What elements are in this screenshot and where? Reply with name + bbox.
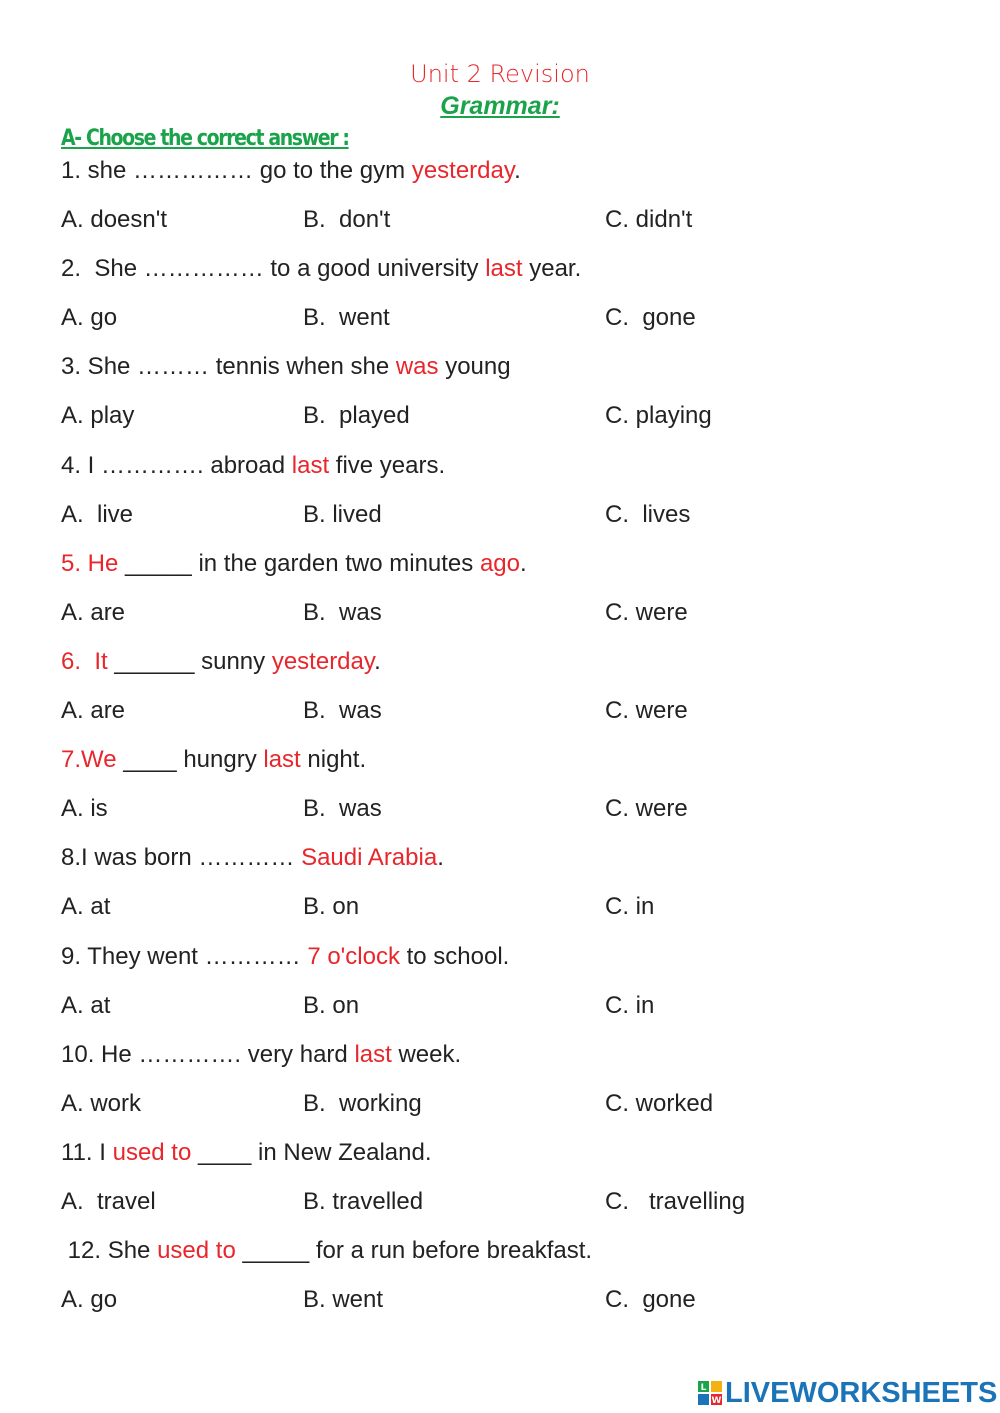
question-text: 2. She …………… to a good university: [61, 255, 486, 283]
question-text: 3. She ……… tennis when she: [61, 353, 396, 381]
answer-option-b[interactable]: B. on: [303, 893, 360, 921]
answer-option-a[interactable]: A. at: [61, 893, 111, 921]
answer-option-a[interactable]: A. play: [61, 402, 135, 430]
answer-option-b[interactable]: B. went: [303, 1286, 384, 1314]
question-keyword: Saudi Arabia: [301, 844, 438, 872]
liveworksheets-badge-icon: [697, 1380, 723, 1406]
answer-option-a[interactable]: A. doesn't: [61, 206, 167, 233]
instruction: A- Choose the correct answer :: [61, 126, 349, 151]
question-text: five years.: [329, 451, 446, 479]
question-text: .: [514, 157, 521, 184]
question-keyword: last: [291, 451, 330, 479]
answer-option-b[interactable]: B. went: [303, 304, 390, 332]
question-keyword: used to: [157, 1237, 236, 1265]
question-1: [61, 156, 521, 186]
answer-option-a[interactable]: A. are: [61, 697, 126, 724]
section-title: Grammar:: [440, 92, 560, 120]
question-keyword: 6. It: [61, 648, 108, 675]
question-keyword: last: [354, 1040, 392, 1068]
question-text: 8.I was born …………: [61, 844, 302, 872]
question-text: night.: [300, 746, 367, 774]
question-text: .: [374, 648, 381, 675]
answer-option-b[interactable]: B. was: [303, 598, 382, 626]
answer-option-a[interactable]: A. live: [61, 500, 134, 528]
question-4: [61, 451, 445, 481]
logo-badge-letter: L: [700, 1383, 707, 1393]
question-keyword: yesterday: [411, 157, 515, 184]
question-text: ______ sunny: [107, 648, 272, 675]
question-text: 10. He …………. very hard: [61, 1040, 355, 1068]
question-text: young: [438, 353, 511, 381]
answer-option-b[interactable]: B. was: [303, 795, 382, 823]
question-text: _____ in the garden two minutes: [118, 549, 480, 577]
question-text: .: [437, 844, 444, 872]
question-keyword: was: [395, 353, 439, 381]
question-6: [61, 647, 381, 677]
question-keyword: last: [263, 746, 301, 774]
question-text: _____ for a run before breakfast.: [235, 1237, 593, 1265]
question-keyword: used to: [112, 1139, 192, 1166]
answer-option-c[interactable]: C. playing: [605, 402, 712, 430]
question-5: [61, 549, 527, 579]
question-text: .: [520, 549, 527, 577]
answer-option-c[interactable]: C. gone: [605, 304, 696, 332]
answer-option-b[interactable]: B. lived: [303, 500, 382, 528]
question-text: week.: [391, 1040, 462, 1068]
answer-option-c[interactable]: C. travelling: [605, 1188, 746, 1215]
answer-option-a[interactable]: A. at: [61, 991, 111, 1019]
question-text: year.: [522, 255, 582, 283]
answer-option-a[interactable]: A. work: [61, 1089, 142, 1117]
answer-option-c[interactable]: C. didn't: [605, 206, 693, 233]
question-8: [61, 843, 444, 873]
answer-option-b[interactable]: B. played: [303, 402, 410, 430]
answer-option-a[interactable]: A. travel: [61, 1188, 156, 1215]
question-text: 12. She: [61, 1237, 158, 1265]
answer-option-b[interactable]: B. don't: [303, 206, 391, 233]
liveworksheets-logo: [697, 1375, 997, 1411]
answer-option-c[interactable]: C. were: [605, 598, 688, 626]
answer-option-c[interactable]: C. were: [605, 795, 688, 823]
answer-option-c[interactable]: C. in: [605, 991, 655, 1019]
question-10: [61, 1040, 461, 1070]
answer-option-c[interactable]: C. gone: [605, 1286, 696, 1314]
question-7: [61, 745, 366, 775]
question-2: [61, 254, 581, 284]
question-text: ____ in New Zealand.: [191, 1139, 432, 1166]
logo-text: LIVEWORKSHEETS: [725, 1376, 998, 1409]
answer-option-c[interactable]: C. were: [605, 697, 688, 724]
answer-option-c[interactable]: C. in: [605, 893, 655, 921]
question-12: [61, 1236, 592, 1266]
question-keyword: last: [485, 255, 523, 283]
question-3: [61, 352, 511, 382]
question-text: ____ hungry: [116, 746, 264, 774]
question-keyword: 7.We: [61, 746, 117, 774]
question-text: 1. she …………… go to the gym: [61, 157, 412, 184]
question-keyword: yesterday: [271, 648, 375, 675]
question-text: 11. I: [61, 1139, 113, 1166]
answer-option-b[interactable]: B. on: [303, 991, 360, 1019]
answer-option-b[interactable]: B. travelled: [303, 1188, 424, 1215]
answer-option-c[interactable]: C. worked: [605, 1089, 714, 1117]
question-text: 9. They went …………: [61, 942, 308, 970]
question-keyword: 7 o'clock: [307, 942, 400, 970]
answer-option-a[interactable]: A. are: [61, 598, 126, 626]
answer-option-a[interactable]: A. go: [61, 304, 118, 332]
answer-option-a[interactable]: A. go: [61, 1286, 118, 1314]
answer-option-b[interactable]: B. working: [303, 1089, 422, 1117]
question-text: to school.: [399, 942, 510, 970]
question-keyword: ago: [479, 549, 520, 577]
question-keyword: 5. He: [61, 549, 119, 577]
question-text: 4. I …………. abroad: [61, 451, 292, 479]
question-11: [61, 1138, 431, 1168]
unit-title: Unit 2 Revision: [410, 60, 590, 88]
answer-option-c[interactable]: C. lives: [605, 500, 691, 528]
logo-badge-letter: W: [711, 1396, 722, 1406]
answer-option-b[interactable]: B. was: [303, 697, 382, 724]
question-9: [61, 942, 509, 972]
answer-option-a[interactable]: A. is: [61, 795, 108, 823]
